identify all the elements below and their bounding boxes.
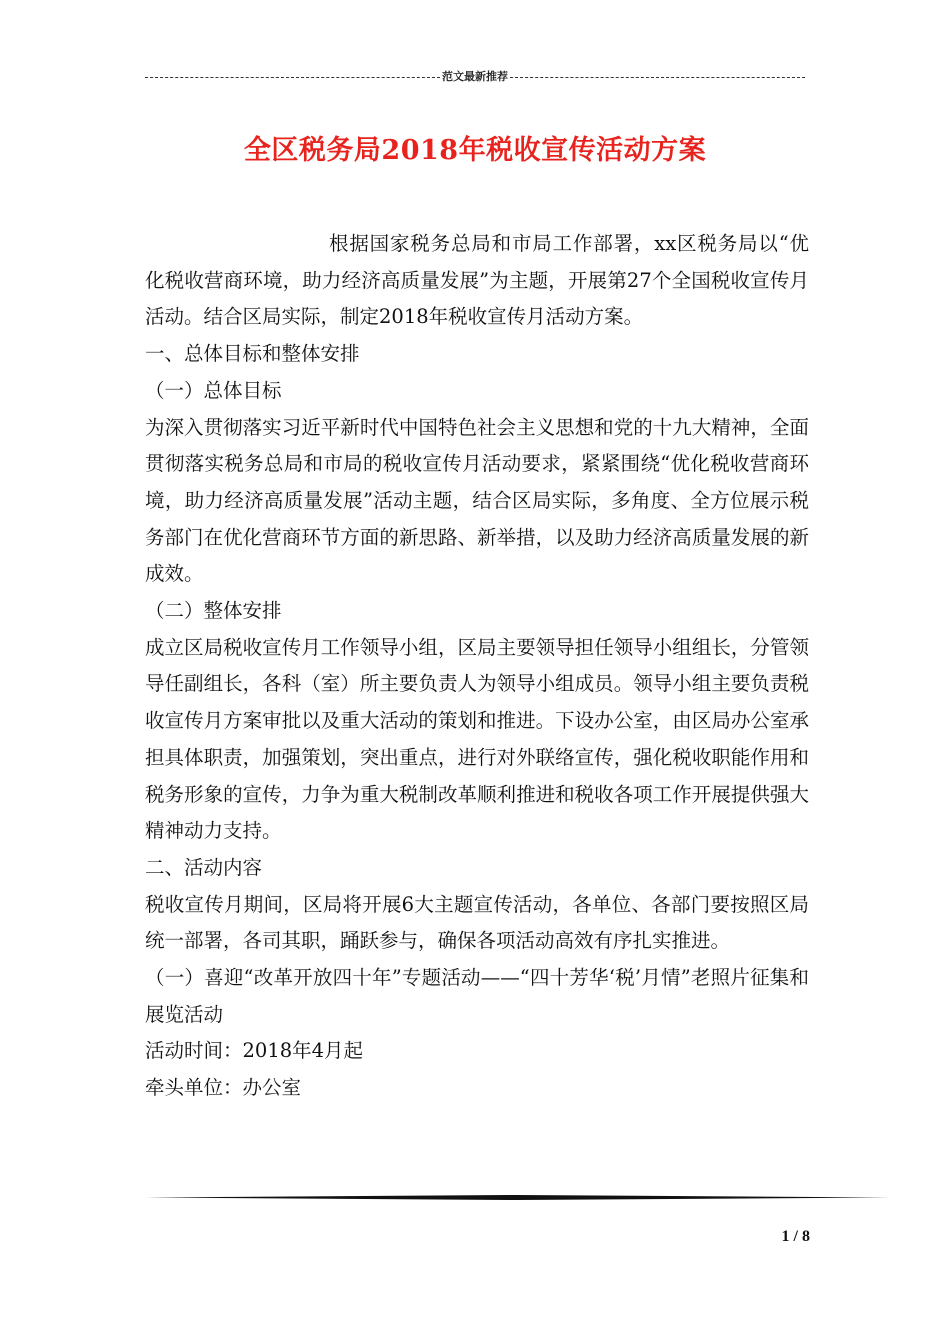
footer-divider-shape (145, 1195, 890, 1200)
body-paragraph: 成立区局税收宣传月工作领导小组，区局主要领导担任领导小组组长，分管领导任副组长，各科（室）所主要负责人为领导小组成员。领导小组主要负责税收宣传月方案审批以及重大活动的策划和推进。下设办公室，由区局办公室承担具体职责，加强策划，突出重点，进行对外联络宣传，强化税收职能作用和税务形象的宣传，力争为重大税制改革顺利推进和税收各项工作开展提供强大精神动力支持。 (145, 635, 809, 843)
header-dash-right (510, 77, 805, 78)
page-header (145, 66, 805, 86)
lead-unit: 牵头单位：办公室 (145, 1076, 302, 1100)
section-heading: 二、活动内容 (145, 855, 263, 879)
document-body (145, 226, 809, 1107)
subsection-heading: （一）喜迎“改革开放四十年”专题活动——“四十芳华‘税’月情”老照片征集和展览活动 (145, 966, 809, 1026)
header-label: 范文最新推荐 (442, 70, 508, 83)
body-paragraph: 税收宣传月期间，区局将开展6大主题宣传活动，各单位、各部门要按照区局统一部署，各司其职，踊跃参与，确保各项活动高效有序扎实推进。 (145, 892, 809, 953)
intro-paragraph: 根据国家税务总局和市局工作部署，xx区税务局以“优化税收营商环境，助力经济高质量发展”为主题，开展第27个全国税收宣传月活动。结合区局实际，制定2018年税收宣传月活动方案。 (145, 232, 809, 329)
activity-time: 活动时间：2018年4月起 (145, 1039, 364, 1063)
subsection-heading: （一）总体目标 (145, 378, 282, 402)
section-heading: 一、总体目标和整体安排 (145, 342, 360, 366)
page-number: 1 / 8 (781, 1228, 810, 1245)
footer-divider (145, 1195, 890, 1200)
header-dash-left (145, 77, 440, 78)
body-paragraph: 为深入贯彻落实习近平新时代中国特色社会主义思想和党的十九大精神，全面贯彻落实税务总局和市局的税收宣传月活动要求，紧紧围绕“优化税收营商环境，助力经济高质量发展”活动主题，结合区局实际，多角度、全方位展示税务部门在优化营商环节方面的新思路、新举措，以及助力经济高质量发展的新成效。 (145, 415, 809, 586)
subsection-heading: （二）整体安排 (145, 599, 282, 623)
document-title: 全区税务局2018年税收宣传活动方案 (243, 135, 707, 166)
